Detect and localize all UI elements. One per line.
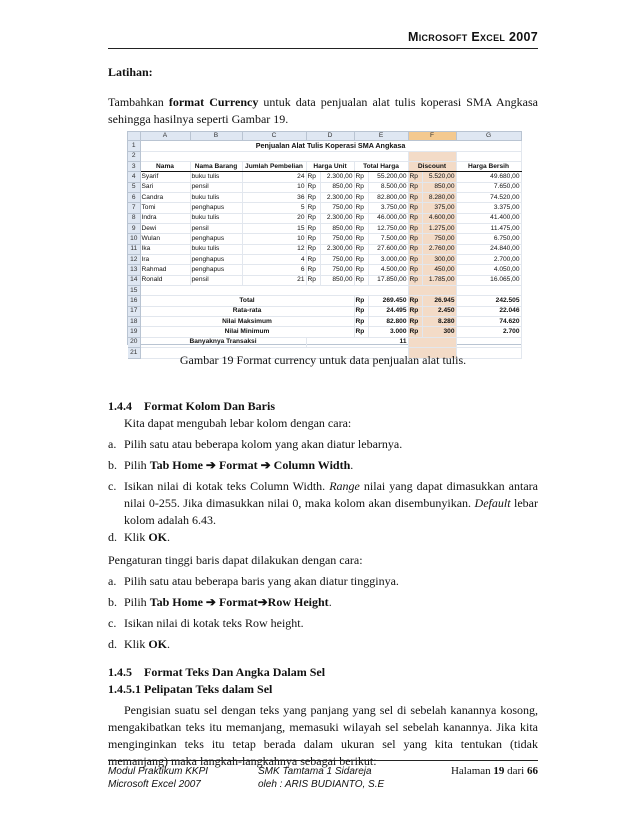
cell-harga-unit: 850,00 bbox=[320, 182, 354, 192]
cell-rp: Rp bbox=[354, 203, 368, 213]
cell-barang: pensil bbox=[190, 275, 242, 285]
row-number: 7 bbox=[128, 203, 140, 213]
cell-nama: Dewi bbox=[140, 224, 190, 234]
cell-rp: Rp bbox=[408, 172, 422, 182]
summary-bersih: 2.700 bbox=[456, 327, 521, 337]
cell-rp: Rp bbox=[306, 224, 320, 234]
cell-total-harga: 46.000,00 bbox=[368, 213, 408, 223]
col-header-a: A bbox=[140, 132, 190, 141]
cell-rp: Rp bbox=[408, 296, 422, 306]
cell-harga-bersih: 16.065,00 bbox=[456, 275, 521, 285]
cell-discount: 1.275,00 bbox=[422, 224, 456, 234]
sheet-header-row: 3 Nama Nama Barang Jumlah Pembelian Harga Unit Total Harga Discount Harga Bersih bbox=[128, 161, 521, 171]
cell-rp: Rp bbox=[306, 182, 320, 192]
cell-discount: 450,00 bbox=[422, 265, 456, 275]
footer-middle-2: oleh : ARIS BUDIANTO, S.E bbox=[258, 779, 385, 790]
cell-barang: penghapus bbox=[190, 234, 242, 244]
row-number: 10 bbox=[128, 234, 140, 244]
cell-jumlah: 24 bbox=[242, 172, 306, 182]
cell-rp: Rp bbox=[354, 275, 368, 285]
cell-discount: 2.760,00 bbox=[422, 244, 456, 254]
sheet-row: 21 bbox=[128, 348, 521, 358]
cell-rp: Rp bbox=[408, 255, 422, 265]
summary-discount: 2.450 bbox=[422, 306, 456, 316]
cell-discount: 5.520,00 bbox=[422, 172, 456, 182]
table-row bbox=[128, 224, 521, 234]
cell-rp: Rp bbox=[408, 203, 422, 213]
cell-rp: Rp bbox=[306, 203, 320, 213]
list-item: c. Isikan nilai di kotak teks Row height. bbox=[108, 616, 304, 630]
cell-total-harga: 55.200,00 bbox=[368, 172, 408, 182]
cell-jumlah: 10 bbox=[242, 234, 306, 244]
cell-harga-unit: 2.300,00 bbox=[320, 213, 354, 223]
cell-barang: buku tulis bbox=[190, 172, 242, 182]
cell-discount: 8.280,00 bbox=[422, 193, 456, 203]
cell-harga-unit: 2.300,00 bbox=[320, 244, 354, 254]
list-item: a. Pilih satu atau beberapa baris yang akan diatur tingginya. bbox=[108, 574, 399, 588]
cell-barang: buku tulis bbox=[190, 213, 242, 223]
cell-total-harga: 3.750,00 bbox=[368, 203, 408, 213]
cell-jumlah: 21 bbox=[242, 275, 306, 285]
cell-total-harga: 17.850,00 bbox=[368, 275, 408, 285]
transaksi-label: Banyaknya Transaksi bbox=[140, 337, 306, 347]
section-1-4-4-intro: Kita dapat mengubah lebar kolom dengan cara: bbox=[124, 416, 352, 430]
summary-label: Nilai Maksimum bbox=[140, 317, 354, 327]
cell-harga-unit: 750,00 bbox=[320, 234, 354, 244]
col-header-e: E bbox=[354, 132, 408, 141]
table-row bbox=[128, 203, 521, 213]
transaksi-value: 11 bbox=[306, 337, 408, 347]
row-number: 13 bbox=[128, 265, 140, 275]
header-total-harga: Total Harga bbox=[354, 161, 408, 171]
cell-rp: Rp bbox=[306, 265, 320, 275]
footer-middle-1: SMK Tamtama 1 Sidareja bbox=[258, 766, 372, 777]
cell-harga-unit: 2.300,00 bbox=[320, 172, 354, 182]
cell-barang: buku tulis bbox=[190, 193, 242, 203]
header-rule bbox=[108, 48, 538, 49]
list-item: c. Isikan nilai di kotak teks Column Width. Range nilai yang dapat dimasukkan antara nilai 0-255. Jika dimasukkan nilai 0, maka kolom akan disembunyikan. Default lebar kolom adalah 6.43. bbox=[108, 479, 539, 527]
row-number: 14 bbox=[128, 275, 140, 285]
cell-rp: Rp bbox=[408, 213, 422, 223]
cell-harga-bersih: 6.750,00 bbox=[456, 234, 521, 244]
cell-rp: Rp bbox=[408, 327, 422, 337]
cell-total-harga: 27.600,00 bbox=[368, 244, 408, 254]
header-jumlah: Jumlah Pembelian bbox=[242, 161, 306, 171]
cell-total-harga: 82.800,00 bbox=[368, 193, 408, 203]
cell-jumlah: 12 bbox=[242, 244, 306, 254]
row-number: 9 bbox=[128, 224, 140, 234]
cell-rp: Rp bbox=[354, 182, 368, 192]
summary-row bbox=[128, 306, 521, 316]
cell-rp: Rp bbox=[306, 234, 320, 244]
cell-jumlah: 15 bbox=[242, 224, 306, 234]
summary-total: 269.450 bbox=[368, 296, 408, 306]
table-row bbox=[128, 193, 521, 203]
header-nama: Nama bbox=[140, 161, 190, 171]
summary-row bbox=[128, 296, 521, 306]
summary-label: Rata-rata bbox=[140, 306, 354, 316]
cell-rp: Rp bbox=[354, 306, 368, 316]
cell-rp: Rp bbox=[408, 265, 422, 275]
footer-left-1: Modul Praktikum KKPI bbox=[108, 766, 209, 777]
summary-row bbox=[128, 317, 521, 327]
cell-total-harga: 12.750,00 bbox=[368, 224, 408, 234]
header-nama-barang: Nama Barang bbox=[190, 161, 242, 171]
col-header-g: G bbox=[456, 132, 521, 141]
cell-rp: Rp bbox=[408, 306, 422, 316]
row-number: 12 bbox=[128, 255, 140, 265]
summary-total: 3.000 bbox=[368, 327, 408, 337]
sheet-row: 2 bbox=[128, 151, 521, 161]
cell-nama: Ira bbox=[140, 255, 190, 265]
sheet-row: 1 Penjualan Alat Tulis Koperasi SMA Angkasa bbox=[128, 141, 521, 151]
cell-harga-unit: 850,00 bbox=[320, 275, 354, 285]
cell-harga-unit: 750,00 bbox=[320, 203, 354, 213]
cell-rp: Rp bbox=[306, 275, 320, 285]
summary-total: 82.800 bbox=[368, 317, 408, 327]
header-harga-unit: Harga Unit bbox=[306, 161, 354, 171]
header-discount: Discount bbox=[408, 161, 456, 171]
cell-harga-unit: 750,00 bbox=[320, 265, 354, 275]
cell-harga-bersih: 11.475,00 bbox=[456, 224, 521, 234]
sheet-row: 15 bbox=[128, 286, 521, 296]
cell-rp: Rp bbox=[306, 255, 320, 265]
cell-total-harga: 8.500,00 bbox=[368, 182, 408, 192]
summary-row bbox=[128, 327, 521, 337]
row-number: 4 bbox=[128, 172, 140, 182]
cell-jumlah: 36 bbox=[242, 193, 306, 203]
cell-rp: Rp bbox=[354, 213, 368, 223]
cell-discount: 750,00 bbox=[422, 234, 456, 244]
footer-left-2: Microsoft Excel 2007 bbox=[108, 779, 201, 790]
list-item: b. Pilih Tab Home ➔ Format➔Row Height. bbox=[108, 595, 332, 609]
list-item: b. Pilih Tab Home ➔ Format ➔ Column Width. bbox=[108, 458, 354, 472]
corner-cell bbox=[128, 132, 140, 141]
row-number: 18 bbox=[128, 317, 140, 327]
col-header-b: B bbox=[190, 132, 242, 141]
cell-harga-unit: 850,00 bbox=[320, 224, 354, 234]
summary-discount: 26.945 bbox=[422, 296, 456, 306]
latihan-paragraph: Tambahkan format Currency untuk data penjualan alat tulis koperasi SMA Angkasa sehingga hasilnya seperti Gambar 19. bbox=[108, 95, 538, 126]
cell-rp: Rp bbox=[408, 224, 422, 234]
latihan-heading: Latihan: bbox=[108, 65, 153, 79]
cell-discount: 850,00 bbox=[422, 182, 456, 192]
section-1-4-4-heading: 1.4.4 Format Kolom Dan Baris bbox=[108, 399, 275, 413]
transaksi-row: 20 Banyaknya Transaksi 11 bbox=[128, 337, 521, 347]
cell-rp: Rp bbox=[354, 317, 368, 327]
cell-total-harga: 3.000,00 bbox=[368, 255, 408, 265]
table-row bbox=[128, 244, 521, 254]
cell-harga-bersih: 41.400,00 bbox=[456, 213, 521, 223]
cell-rp: Rp bbox=[354, 224, 368, 234]
cell-rp: Rp bbox=[354, 234, 368, 244]
cell-barang: pensil bbox=[190, 224, 242, 234]
cell-harga-bersih: 24.840,00 bbox=[456, 244, 521, 254]
table-row bbox=[128, 234, 521, 244]
cell-discount: 375,00 bbox=[422, 203, 456, 213]
section-1-4-5-heading: 1.4.5 Format Teks Dan Angka Dalam Sel bbox=[108, 665, 326, 679]
cell-rp: Rp bbox=[306, 213, 320, 223]
list-item: d. Klik OK. bbox=[108, 637, 171, 651]
cell-nama: Wulan bbox=[140, 234, 190, 244]
row-number: 6 bbox=[128, 193, 140, 203]
table-row bbox=[128, 172, 521, 182]
cell-barang: penghapus bbox=[190, 255, 242, 265]
summary-bersih: 74.620 bbox=[456, 317, 521, 327]
cell-rp: Rp bbox=[408, 193, 422, 203]
row-number: 8 bbox=[128, 213, 140, 223]
cell-harga-bersih: 7.650,00 bbox=[456, 182, 521, 192]
summary-bersih: 22.046 bbox=[456, 306, 521, 316]
cell-nama: Ronald bbox=[140, 275, 190, 285]
col-header-f: F bbox=[408, 132, 456, 141]
cell-nama: Indra bbox=[140, 213, 190, 223]
header-harga-bersih: Harga Bersih bbox=[456, 161, 521, 171]
cell-total-harga: 4.500,00 bbox=[368, 265, 408, 275]
cell-harga-bersih: 4.050,00 bbox=[456, 265, 521, 275]
cell-discount: 300,00 bbox=[422, 255, 456, 265]
cell-jumlah: 20 bbox=[242, 213, 306, 223]
cell-nama: Syarif bbox=[140, 172, 190, 182]
cell-rp: Rp bbox=[408, 317, 422, 327]
list-item: d. Klik OK. bbox=[108, 530, 171, 544]
col-header-d: D bbox=[306, 132, 354, 141]
row-number: 11 bbox=[128, 244, 140, 254]
col-header-c: C bbox=[242, 132, 306, 141]
cell-nama: Candra bbox=[140, 193, 190, 203]
cell-discount: 4.600,00 bbox=[422, 213, 456, 223]
cell-total-harga: 7.500,00 bbox=[368, 234, 408, 244]
cell-rp: Rp bbox=[354, 255, 368, 265]
cell-barang: penghapus bbox=[190, 203, 242, 213]
cell-rp: Rp bbox=[408, 244, 422, 254]
list-item: a. Pilih satu atau beberapa kolom yang akan diatur lebarnya. bbox=[108, 437, 403, 451]
summary-label: Total bbox=[140, 296, 354, 306]
summary-bersih: 242.505 bbox=[456, 296, 521, 306]
summary-discount: 8.280 bbox=[422, 317, 456, 327]
cell-rp: Rp bbox=[408, 234, 422, 244]
table-row bbox=[128, 265, 521, 275]
cell-barang: buku tulis bbox=[190, 244, 242, 254]
cell-rp: Rp bbox=[306, 244, 320, 254]
section-1-4-5-1-paragraph: Pengisian suatu sel dengan teks yang panjang yang sel di sebelah kanannya kosong, mengakibatkan teks itu memanjang, memasuki wilayah sel sebelah kanannya. Jika kita menginginkan teks itu tetap berada dalam ukuran sel yang kita tentukan (tidak memanjang) maka langkah-langkahnya sebagai berikut: bbox=[108, 703, 538, 768]
cell-jumlah: 5 bbox=[242, 203, 306, 213]
cell-rp: Rp bbox=[354, 265, 368, 275]
cell-rp: Rp bbox=[354, 193, 368, 203]
table-row bbox=[128, 275, 521, 285]
cell-jumlah: 6 bbox=[242, 265, 306, 275]
row-number: 5 bbox=[128, 182, 140, 192]
cell-harga-bersih: 2.700,00 bbox=[456, 255, 521, 265]
summary-total: 24.495 bbox=[368, 306, 408, 316]
cell-jumlah: 4 bbox=[242, 255, 306, 265]
cell-nama: Sari bbox=[140, 182, 190, 192]
cell-harga-bersih: 74.520,00 bbox=[456, 193, 521, 203]
cell-barang: penghapus bbox=[190, 265, 242, 275]
summary-label: Nilai Minimum bbox=[140, 327, 354, 337]
spreadsheet-table bbox=[128, 132, 522, 359]
cell-discount: 1.785,00 bbox=[422, 275, 456, 285]
cell-jumlah: 10 bbox=[242, 182, 306, 192]
table-row bbox=[128, 182, 521, 192]
table-row bbox=[128, 255, 521, 265]
cell-rp: Rp bbox=[408, 275, 422, 285]
row-height-intro: Pengaturan tinggi baris dapat dilakukan dengan cara: bbox=[108, 553, 363, 567]
cell-harga-unit: 750,00 bbox=[320, 255, 354, 265]
sheet-title: Penjualan Alat Tulis Koperasi SMA Angkasa bbox=[140, 141, 521, 151]
table-row bbox=[128, 213, 521, 223]
row-number: 16 bbox=[128, 296, 140, 306]
section-1-4-5-1-heading: 1.4.5.1 Pelipatan Teks dalam Sel bbox=[108, 682, 273, 696]
cell-rp: Rp bbox=[354, 244, 368, 254]
cell-rp: Rp bbox=[354, 172, 368, 182]
footer-rule bbox=[108, 760, 538, 761]
cell-nama: Ika bbox=[140, 244, 190, 254]
row-number: 17 bbox=[128, 306, 140, 316]
excel-figure bbox=[127, 131, 522, 356]
cell-rp: Rp bbox=[354, 296, 368, 306]
cell-harga-bersih: 49.680,00 bbox=[456, 172, 521, 182]
cell-nama: Tomi bbox=[140, 203, 190, 213]
cell-barang: pensil bbox=[190, 182, 242, 192]
cell-rp: Rp bbox=[306, 193, 320, 203]
cell-nama: Rahmad bbox=[140, 265, 190, 275]
cell-harga-bersih: 3.375,00 bbox=[456, 203, 521, 213]
column-header-row bbox=[128, 132, 521, 141]
row-number: 19 bbox=[128, 327, 140, 337]
summary-discount: 300 bbox=[422, 327, 456, 337]
cell-rp: Rp bbox=[408, 182, 422, 192]
cell-rp: Rp bbox=[306, 172, 320, 182]
cell-harga-unit: 2.300,00 bbox=[320, 193, 354, 203]
figure-caption: Gambar 19 Format currency untuk data penjualan alat tulis. bbox=[179, 353, 467, 367]
running-header: Microsoft Excel 2007 bbox=[407, 30, 538, 44]
cell-rp: Rp bbox=[354, 327, 368, 337]
page-number: Halaman 19 dari 66 bbox=[450, 765, 538, 777]
